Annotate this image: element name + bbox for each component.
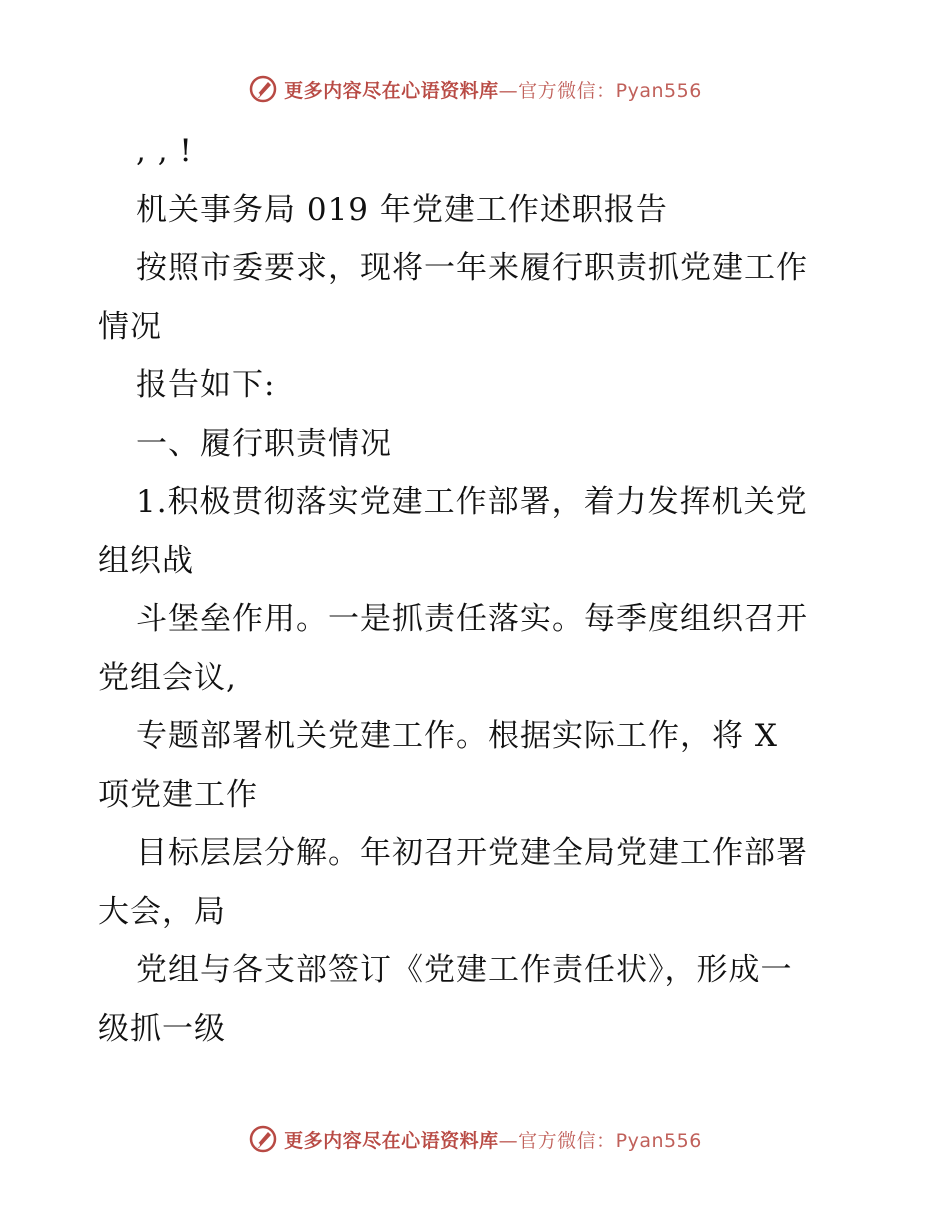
text-line: 按照市委要求，现将一年来履行职责抓党建工作 [136,250,808,286]
text-line: 党组与各支部签订《党建工作责任状》，形成一 [136,952,793,988]
watermark-main: 更多内容尽在心语资料库 [284,79,499,102]
text-line: 组织战 [98,542,194,579]
watermark-rest: —官方微信：Pyan556 [498,1129,702,1152]
text-line: 1.积极贯彻落实党建工作部署，着力发挥机关党 [136,484,808,520]
watermark-main: 更多内容尽在心语资料库 [284,1129,499,1152]
pen-logo-icon [248,74,278,104]
text-line: 党组会议, [98,659,237,696]
text-line: 斗堡垒作用。一是抓责任落实。每季度组织召开 [136,601,808,637]
text-line: 级抓一级 [98,1010,226,1047]
document-body [98,122,858,1058]
text-line: 情况 [98,308,162,345]
text-line: 目标层层分解。年初召开党建全局党建工作部署 [136,835,808,871]
text-line: , , ! [136,133,193,169]
text-line: 项党建工作 [98,776,258,813]
watermark-rest: —官方微信：Pyan556 [498,79,702,102]
pen-logo-icon [248,1124,278,1154]
watermark-footer [0,1124,950,1154]
text-line: 大会，局 [98,893,226,930]
document-title: 机关事务局 019 年党建工作述职报告 [136,191,668,228]
text-line: 专题部署机关党建工作。根据实际工作，将 X [136,718,778,754]
text-line: 报告如下: [136,367,276,403]
section-heading: 一、履行职责情况 [136,425,392,462]
watermark-header [0,74,950,104]
